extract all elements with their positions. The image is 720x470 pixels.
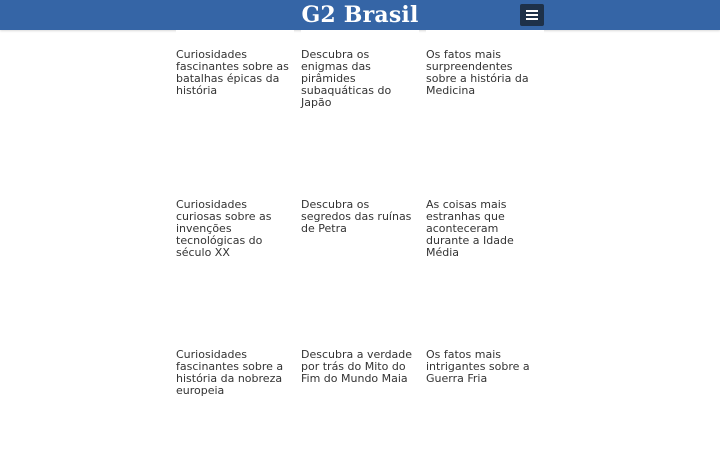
hamburger-menu-icon-line	[526, 14, 538, 16]
article-thumbnail[interactable]	[426, 330, 544, 348]
article-title[interactable]: Descubra os segredos das ruínas de Petra	[301, 198, 412, 235]
article-title[interactable]: Curiosidades fascinantes sobre as batalhas épicas da história	[176, 48, 289, 97]
article-thumbnail[interactable]	[301, 180, 419, 198]
site-logo-title[interactable]: G2 Brasil	[301, 2, 419, 28]
article-title[interactable]: Curiosidades curiosas sobre as invenções tecnológicas do século XX	[176, 198, 272, 259]
top-navigation-bar	[0, 0, 720, 30]
article-thumbnail[interactable]	[426, 30, 544, 48]
article-card[interactable]	[301, 330, 419, 470]
article-card[interactable]	[426, 180, 544, 320]
article-thumbnail[interactable]	[176, 180, 294, 198]
article-thumbnail[interactable]	[176, 330, 294, 348]
article-card[interactable]	[176, 180, 294, 320]
article-thumbnail[interactable]	[301, 30, 419, 48]
article-card[interactable]	[301, 30, 419, 170]
article-card[interactable]	[426, 330, 544, 470]
article-thumbnail[interactable]	[301, 330, 419, 348]
article-title[interactable]: As coisas mais estranhas que aconteceram durante a Idade Média	[426, 198, 514, 259]
article-title[interactable]: Os fatos mais intrigantes sobre a Guerra Fria	[426, 348, 530, 385]
article-thumbnail[interactable]	[176, 30, 294, 48]
article-title[interactable]: Curiosidades fascinantes sobre a história da nobreza europeia	[176, 348, 284, 397]
article-card[interactable]	[176, 330, 294, 470]
menu-button[interactable]	[520, 4, 544, 26]
article-card[interactable]	[301, 180, 419, 320]
article-thumbnail[interactable]	[426, 180, 544, 198]
article-title[interactable]: Descubra os enigmas das pirâmides subaquáticas do Japão	[301, 48, 392, 109]
article-card[interactable]	[176, 30, 294, 170]
article-title[interactable]: Descubra a verdade por trás do Mito do Fim do Mundo Maia	[301, 348, 413, 385]
hamburger-menu-icon-line	[526, 18, 538, 20]
article-card[interactable]	[426, 30, 544, 170]
hamburger-menu-icon	[526, 10, 538, 12]
article-title[interactable]: Os fatos mais surpreendentes sobre a história da Medicina	[426, 48, 529, 97]
